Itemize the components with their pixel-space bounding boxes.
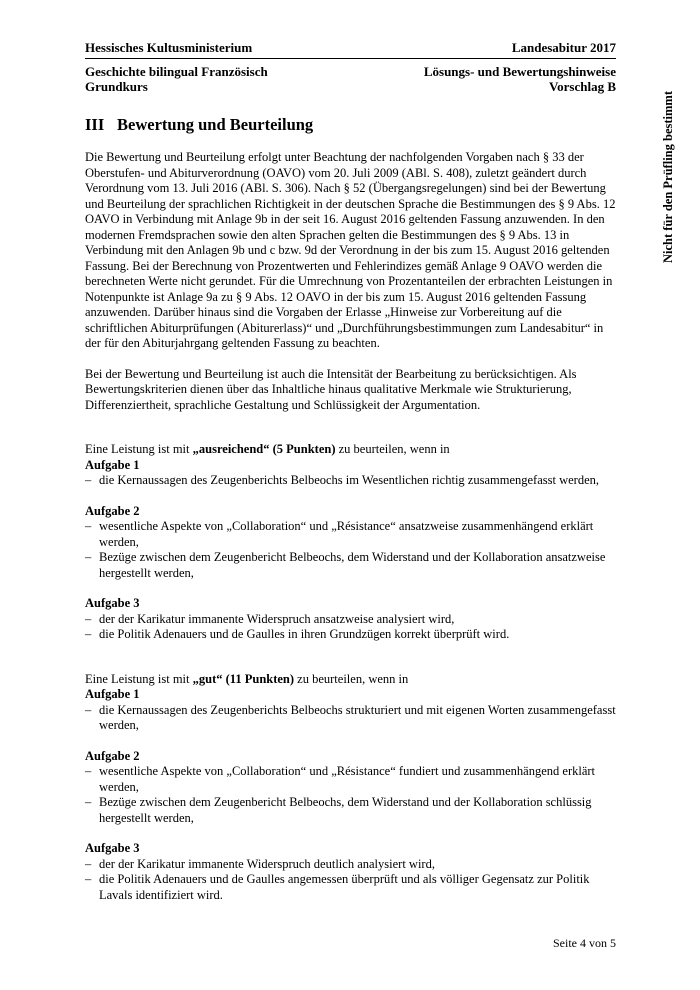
task-heading: Aufgabe 3: [85, 841, 140, 855]
header-doc-block: [424, 64, 616, 94]
list-item: [85, 857, 616, 873]
grade-label: „ausreichend“ (5 Punkten): [192, 442, 336, 456]
task-heading: Aufgabe 1: [85, 457, 140, 472]
intro-text-end: zu beurteilen, wenn in: [294, 671, 409, 686]
list-item-text: der der Karikatur immanente Widerspruch ansatzweise analysiert wird,: [99, 611, 455, 626]
intro-text-end: zu beurteilen, wenn in: [335, 442, 450, 456]
header-course: Grundkurs: [85, 79, 148, 94]
list-item: [85, 612, 616, 628]
list-item-text: Bezüge zwischen dem Zeugenbericht Belbeochs, dem Widerstand und der Kollaboration ansatzweise hergestellt werden,: [99, 550, 606, 580]
criteria-list: [85, 519, 616, 581]
header-subject-block: [85, 64, 268, 94]
task-heading: Aufgabe 3: [85, 596, 140, 610]
side-note: [661, 38, 677, 263]
section-number: III: [85, 115, 105, 134]
list-item-text: die Politik Adenauers und de Gaulles angemessen überprüft und als völliger Gegensatz zur Politik Lavals identifiziert wird.: [99, 872, 590, 902]
criteria-list: [85, 764, 616, 826]
header-row: [85, 40, 616, 56]
document-page: [85, 40, 616, 903]
section-heading: [85, 115, 616, 134]
list-item-text: Bezüge zwischen dem Zeugenbericht Belbeochs, dem Widerstand und der Kollaboration schlüssig hergestellt werden,: [99, 795, 592, 825]
task-heading: Aufgabe 2: [85, 748, 140, 763]
paragraph-regulations: Die Bewertung und Beurteilung erfolgt unter Beachtung der nachfolgenden Vorgaben nach § 33 der Oberstufen- und Abiturverordnung (OAVO) vom 20. Juli 2009 (ABl. S. 408), zuletzt geändert durch Verordnung vom 13. Juli 2016 (ABl. S. 306). Nach § 52 (Übergangsregelungen) sind bei der Bewertung und Beurteilung der sprachlichen Richtigkeit in der deutschen Sprache die Bestimmungen des § 9 Abs. 12 OAVO in Verbindung mit Anlage 9b in der seit 16. August 2016 geltenden Fassung anzuwenden. In den modernen Fremdsprachen sowie den alten Sprachen gelten die Bestimmungen des § 9 Abs. 13 in Verbindung mit den Anlagen 9b und c bzw. 9d der Verordnung in der bis zum 15. August 2016 geltenden Fassung. Bei der Berechnung von Prozentwerten und Fehlerindizes gemäß Anlage 9 OAVO werden die berechneten Werte nicht gerundet. Für die Umrechnung von Prozentanteilen der erbrachten Leistungen in Notenpunkte ist Anlage 9a zu § 9 Abs. 12 OAVO in der bis zum 15. August 2016 geltenden Fassung anzuwenden. Darüber hinaus sind die Vorgaben der Erlasse „Hinweise zur Vorbereitung auf die schriftlichen Abiturprüfungen (Abiturerlass)“ und „Durchführungsbestimmungen zum Landesabitur“ in der für den Abiturjahrgang geltenden Fassung zu beachten.: [85, 150, 616, 350]
header-doc-type: Lösungs- und Bewertungshinweise: [423, 64, 616, 79]
list-item: [85, 627, 616, 643]
grade-label: „gut“ (11 Punkten): [192, 671, 295, 686]
paragraph-criteria: Bei der Bewertung und Beurteilung ist auch die Intensität der Bearbeitung zu berücksichtigen. Als Bewertungskriterien dienen über das Inhaltliche hinaus qualitative Merkmale wie Strukturierung, Differenziertheit, sprachliche Gestaltung und Schlüssigkeit der Argumentation.: [85, 366, 577, 412]
header-subject: Geschichte bilingual Französisch: [85, 64, 268, 79]
side-note-text: Nicht für den Prüfling bestimmt: [661, 91, 675, 263]
grade-intro: [85, 672, 616, 688]
task-heading: Aufgabe 1: [85, 687, 140, 701]
list-item: [85, 764, 616, 795]
criteria-list: [85, 703, 616, 734]
header-exam: Landesabitur 2017: [511, 40, 616, 55]
list-item: [85, 872, 616, 903]
intro-text: Eine Leistung ist mit: [85, 442, 193, 456]
bullet-dash: –: [85, 611, 92, 626]
list-item-text: die Kernaussagen des Zeugenberichts Belbeochs strukturiert und mit eigenen Worten zusammengefasst werden,: [99, 702, 616, 732]
header-subrow: [85, 64, 616, 94]
criteria-list: [85, 612, 616, 643]
page-number: Seite 4 von 5: [553, 936, 616, 950]
criteria-list: [85, 473, 616, 489]
grade-ausreichend: [85, 442, 616, 643]
bullet-dash: –: [85, 627, 92, 641]
bullet-dash: –: [85, 473, 92, 487]
bullet-dash: –: [85, 550, 92, 564]
section-title: Bewertung und Beurteilung: [117, 115, 314, 134]
list-item: [85, 519, 616, 550]
grade-intro: [85, 442, 616, 458]
list-item-text: wesentliche Aspekte von „Collaboration“ und „Résistance“ fundiert und zusammenhängend erklärt werden,: [99, 764, 596, 794]
bullet-dash: –: [85, 795, 92, 809]
list-item-text: der der Karikatur immanente Widerspruch deutlich analysiert wird,: [99, 856, 435, 871]
list-item-text: die Politik Adenauers und de Gaulles in ihren Grundzügen korrekt überprüft wird.: [99, 627, 510, 641]
bullet-dash: –: [85, 519, 92, 533]
list-item: [85, 795, 616, 826]
bullet-dash: –: [85, 764, 92, 778]
bullet-dash: –: [85, 856, 92, 871]
grade-gut: [85, 672, 616, 904]
bullet-dash: –: [85, 872, 92, 886]
list-item-text: wesentliche Aspekte von „Collaboration“ und „Résistance“ ansatzweise zusammenhängend erklärt werden,: [99, 519, 594, 549]
bullet-dash: –: [85, 702, 92, 717]
criteria-list: [85, 857, 616, 904]
task-heading: Aufgabe 2: [85, 503, 140, 518]
header-rule: [85, 58, 616, 59]
list-item-text: die Kernaussagen des Zeugenberichts Belbeochs im Wesentlichen richtig zusammengefasst werden,: [99, 473, 599, 487]
list-item: [85, 703, 616, 734]
intro-text: Eine Leistung ist mit: [85, 671, 193, 686]
header-proposal: Vorschlag B: [548, 79, 616, 94]
list-item: [85, 550, 616, 581]
list-item: [85, 473, 616, 489]
header-ministry: Hessisches Kultusministerium: [85, 40, 253, 55]
